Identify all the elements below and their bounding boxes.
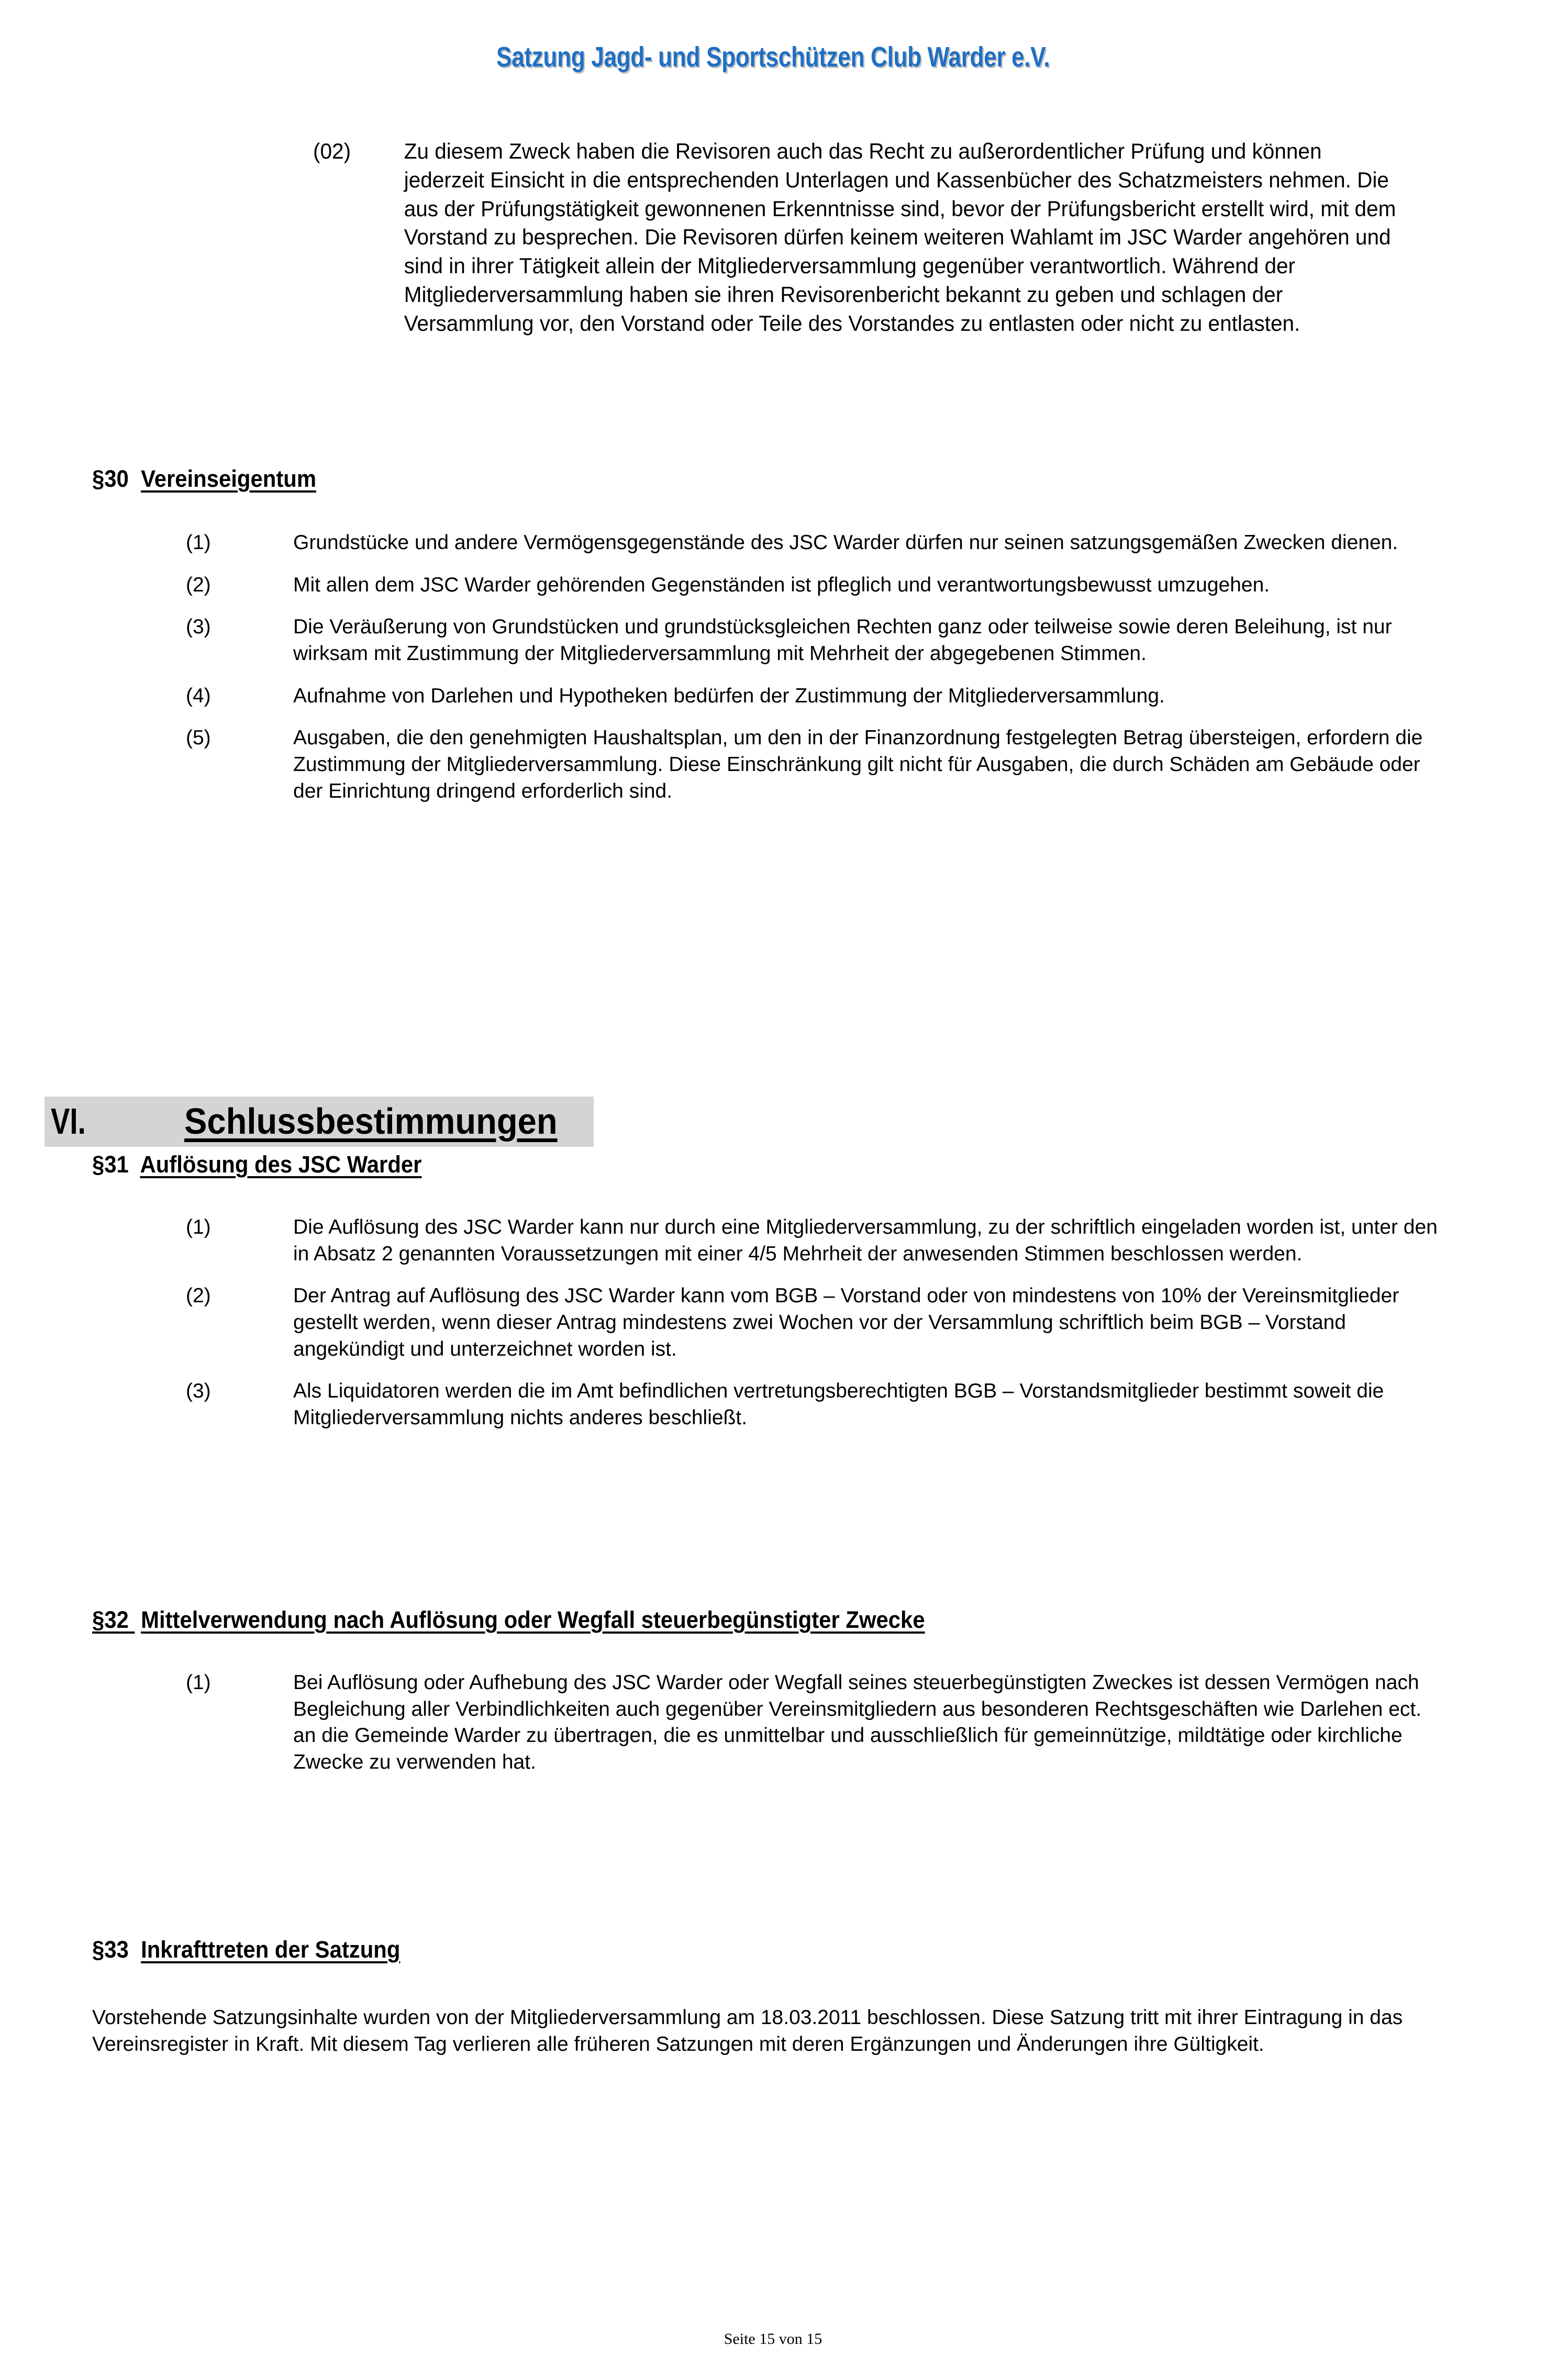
list-item xyxy=(186,1283,1442,1362)
item-number: (3) xyxy=(186,616,211,639)
section-title: Vereinseigentum xyxy=(141,465,317,492)
chapter-title: Schlussbestimmungen xyxy=(184,1101,558,1142)
item-number: (2) xyxy=(186,1284,211,1308)
document-header xyxy=(0,41,1546,73)
item-text: Als Liquidatoren werden die im Amt befindlichen vertretungsberechtigten BGB – Vorstandsmitglieder bestimmt soweit die Mitgliederversammlung nichts anderes beschließt. xyxy=(293,1380,1384,1429)
paragraph-row xyxy=(313,137,1404,338)
item-text: Die Auflösung des JSC Warder kann nur durch eine Mitgliederversammlung, zu der schriftlich eingeladen worden ist, unter den in Absatz 2 genannten Voraussetzungen mit einer 4/5 Mehrheit der anwesenden Stimmen beschlossen werden. xyxy=(293,1216,1438,1265)
list-item xyxy=(186,1378,1442,1431)
item-text: Aufnahme von Darlehen und Hypotheken bedürfen der Zustimmung der Mitgliederversammlung. xyxy=(293,684,1165,707)
section-items-s32 xyxy=(186,1670,1442,1792)
list-item xyxy=(186,1214,1442,1267)
item-number: (1) xyxy=(186,531,211,554)
item-text: Grundstücke und andere Vermögensgegenstände des JSC Warder dürfen nur seinen satzungsgemäßen Zwecken dienen. xyxy=(293,531,1398,554)
item-number: (4) xyxy=(186,684,211,707)
list-item xyxy=(186,683,1442,710)
item-number: (1) xyxy=(186,1671,211,1694)
section-number: §30 xyxy=(92,465,135,492)
item-text: Mit allen dem JSC Warder gehörenden Gegenständen ist pfleglich und verantwortungsbewusst umzugehen. xyxy=(293,573,1270,596)
list-item xyxy=(186,530,1442,556)
item-text: Die Veräußerung von Grundstücken und grundstücksgleichen Rechten ganz oder teilweise sowie deren Beleihung, ist nur wirksam mit Zustimmung der Mitgliederversammlung mit Mehrheit der abgegebenen Stimmen. xyxy=(293,616,1392,665)
section-items-s31 xyxy=(186,1214,1442,1447)
item-text: Bei Auflösung oder Aufhebung des JSC Warder oder Wegfall seines steuerbegünstigten Zweckes ist dessen Vermögen nach Begleichung aller Verbindlichkeiten auch gegenüber Vereinsmitgliedern aus besonderen Rechtsgeschäften wie Darlehen ect. an die Gemeinde Warder zu übertragen, die es unmittelbar und ausschließlich für gemeinnützige, mildtätige oder kirchliche Zwecke zu verwenden hat. xyxy=(293,1671,1422,1774)
list-item xyxy=(186,572,1442,599)
item-number: (1) xyxy=(186,1216,211,1238)
item-number: (3) xyxy=(186,1380,211,1403)
section-title: Inkrafttreten der Satzung xyxy=(141,1936,401,1963)
section-items-s30 xyxy=(186,530,1442,821)
item-number: (5) xyxy=(186,727,211,750)
section-body-s33: Vorstehende Satzungsinhalte wurden von der Mitgliederversammlung am 18.03.2011 beschlossen. Diese Satzung tritt mit ihrer Eintragung in das Vereinsregister in Kraft. Mit diesem Tag verlieren alle früheren Satzungen mit deren Ergänzungen und Änderungen ihre Gültigkeit. xyxy=(92,2006,1403,2055)
item-number: (2) xyxy=(186,573,211,596)
section-number: §31 xyxy=(92,1151,135,1178)
section-heading-s33 xyxy=(92,1937,400,1963)
section-heading-s30 xyxy=(92,466,316,492)
section-title: Auflösung des JSC Warder xyxy=(140,1151,422,1178)
section-heading-s31 xyxy=(92,1152,421,1178)
list-item xyxy=(186,614,1442,667)
chapter-heading-vi xyxy=(45,1097,594,1147)
page-number-label: Seite 15 von 15 xyxy=(724,2330,822,2348)
carryover-paragraph xyxy=(313,137,1404,338)
paragraph-text: Zu diesem Zweck haben die Revisoren auch das Recht zu außerordentlicher Prüfung und können jederzeit Einsicht in die entsprechenden Unterlagen und Kassenbücher des Schatzmeisters nehmen. Die aus der Prüfungstätigkeit gewonnenen Erkenntnisse sind, bevor der Prüfungsbericht erstellt wird, mit dem Vorstand zu besprechen. Die Revisoren dürfen keinem weiteren Wahlamt im JSC Warder angehören und sind in ihrer Tätigkeit allein der Mitgliederversammlung gegenüber verantwortlich. Während der Mitgliederversammlung haben sie ihren Revisorenbericht bekannt zu geben und schlagen der Versammlung vor, den Vorstand oder Teile des Vorstandes zu entlasten oder nicht zu entlasten. xyxy=(404,139,1396,336)
section-title: Mittelverwendung nach Auflösung oder Wegfall steuerbegünstigter Zwecke xyxy=(141,1606,925,1633)
paragraph-number: (02) xyxy=(313,139,351,163)
document-footer xyxy=(0,2330,1546,2348)
section-number: §32 xyxy=(92,1606,135,1633)
item-text: Ausgaben, die den genehmigten Haushaltsplan, um den in der Finanzordnung festgelegten Betrag übersteigen, erfordern die Zustimmung der Mitgliederversammlung. Diese Einschränkung gilt nicht für Ausgaben, die durch Schäden am Gebäude oder der Einrichtung dringend erforderlich sind. xyxy=(293,727,1423,802)
section-heading-s32 xyxy=(92,1607,925,1633)
list-item xyxy=(186,725,1442,804)
chapter-roman-numeral: VI. xyxy=(51,1101,86,1142)
document-title: Satzung Jagd- und Sportschützen Club Warder e.V. xyxy=(496,41,1050,73)
list-item xyxy=(186,1670,1442,1776)
item-text: Der Antrag auf Auflösung des JSC Warder kann vom BGB – Vorstand oder von mindestens von 10% der Vereinsmitglieder gestellt werden, wenn dieser Antrag mindestens zwei Wochen vor der Versammlung schriftlich beim BGB – Vorstand angekündigt und unterzeichnet worden ist. xyxy=(293,1284,1399,1360)
section-number: §33 xyxy=(92,1936,135,1963)
